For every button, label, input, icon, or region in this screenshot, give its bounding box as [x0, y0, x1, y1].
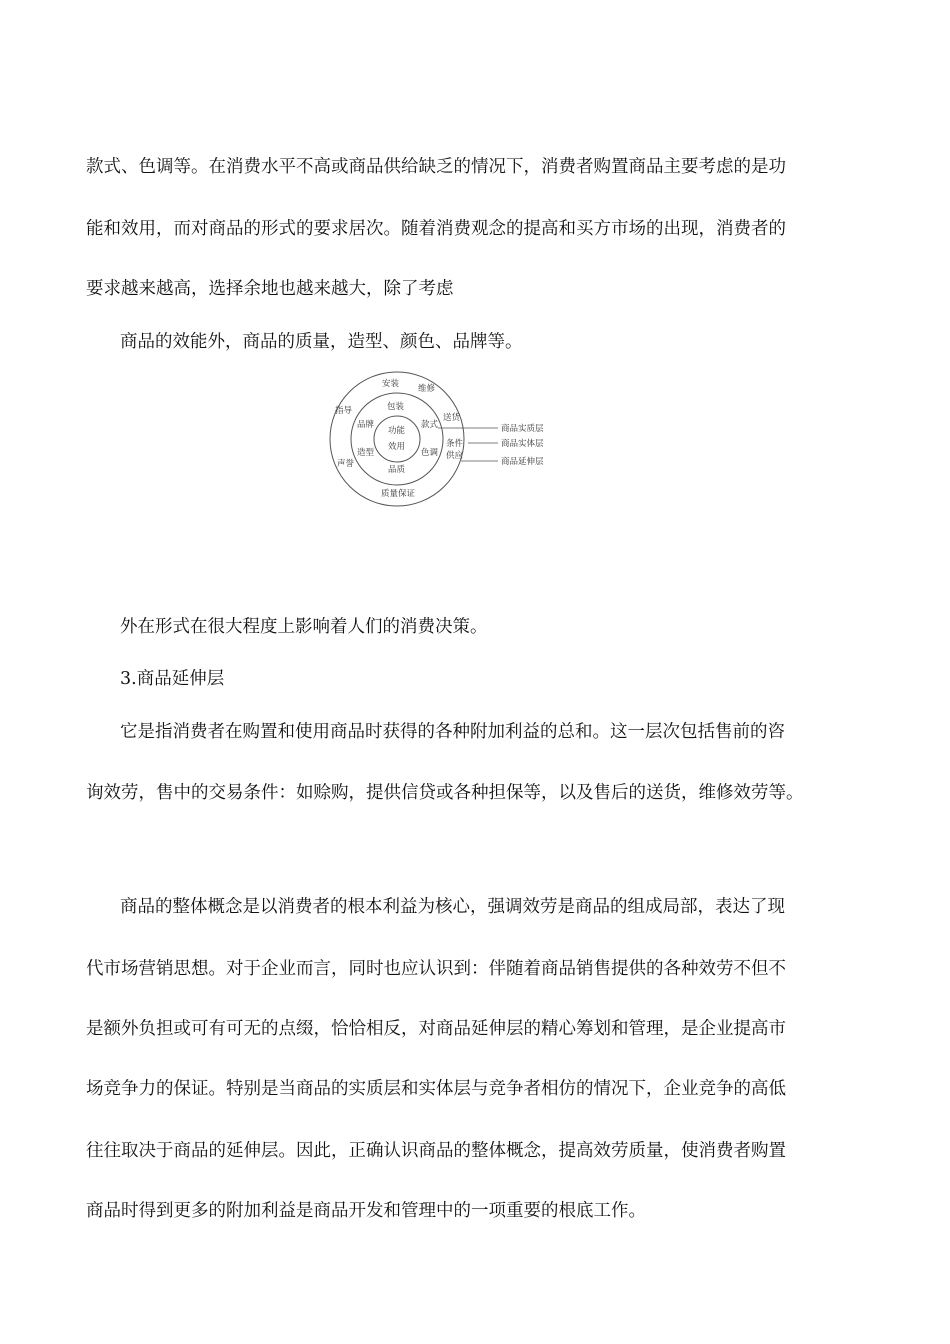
diagram-label: 效用	[388, 442, 406, 452]
paragraph-line: 场竞争力的保证。特别是当商品的实质层和实体层与竞争者相仿的情况下，企业竞争的高低	[86, 1079, 786, 1099]
paragraph-line: 外在形式在很大程度上影响着人们的消费决策。	[120, 617, 488, 637]
legend-label: 商品延伸层	[501, 457, 544, 467]
diagram-label: 功能	[388, 426, 406, 436]
product-layers-diagram	[326, 365, 562, 513]
diagram-label: 造型	[357, 448, 375, 458]
diagram-label: 条件	[446, 439, 464, 449]
diagram-label: 维修	[418, 384, 436, 394]
diagram-label: 品牌	[357, 420, 375, 430]
inner-ring	[374, 416, 420, 462]
paragraph-line: 能和效用，而对商品的形式的要求居次。随着消费观念的提高和买方市场的出现，消费者的	[86, 219, 786, 239]
diagram-label: 声誉	[337, 459, 355, 469]
paragraph-line: 商品时得到更多的附加利益是商品开发和管理中的一项重要的根底工作。	[86, 1201, 646, 1221]
diagram-label: 质量保证	[381, 489, 416, 499]
legend-label: 商品实体层	[501, 439, 544, 449]
paragraph-line: 往往取决于商品的延伸层。因此，正确认识商品的整体概念，提高效劳质量，使消费者购置	[86, 1141, 786, 1161]
diagram-label: 供应	[446, 451, 464, 461]
diagram-label: 包装	[387, 402, 405, 412]
section-heading: 3.商品延伸层	[120, 669, 225, 689]
outer-ring	[330, 372, 464, 506]
paragraph-line: 它是指消费者在购置和使用商品时获得的各种附加利益的总和。这一层次包括售前的咨	[120, 722, 785, 742]
paragraph-line: 要求越来越高，选择余地也越来越大，除了考虑	[86, 279, 454, 299]
paragraph-line: 商品的效能外，商品的质量，造型、颜色、品牌等。	[120, 332, 523, 352]
diagram-label: 色调	[421, 448, 439, 458]
diagram-label: 款式	[421, 420, 439, 430]
paragraph-line: 款式、色调等。在消费水平不高或商品供给缺乏的情况下，消费者购置商品主要考虑的是功	[86, 157, 786, 177]
paragraph-line: 商品的整体概念是以消费者的根本利益为核心，强调效劳是商品的组成局部，表达了现	[120, 897, 785, 917]
paragraph-line: 代市场营销思想。对于企业而言，同时也应认识到：伴随着商品销售提供的各种效劳不但不	[86, 959, 786, 979]
diagram-label: 安装	[382, 379, 400, 389]
legend-label: 商品实质层	[501, 424, 544, 434]
diagram-label: 品质	[388, 465, 406, 475]
paragraph-line: 询效劳，售中的交易条件：如赊购，提供信贷或各种担保等，以及售后的送货，维修效劳等。	[86, 783, 804, 803]
paragraph-line: 是额外负担或可有可无的点缀，恰恰相反，对商品延伸层的精心筹划和管理，是企业提高市	[86, 1019, 786, 1039]
diagram-label: 指导	[335, 406, 353, 416]
diagram-label: 送货	[443, 413, 461, 423]
